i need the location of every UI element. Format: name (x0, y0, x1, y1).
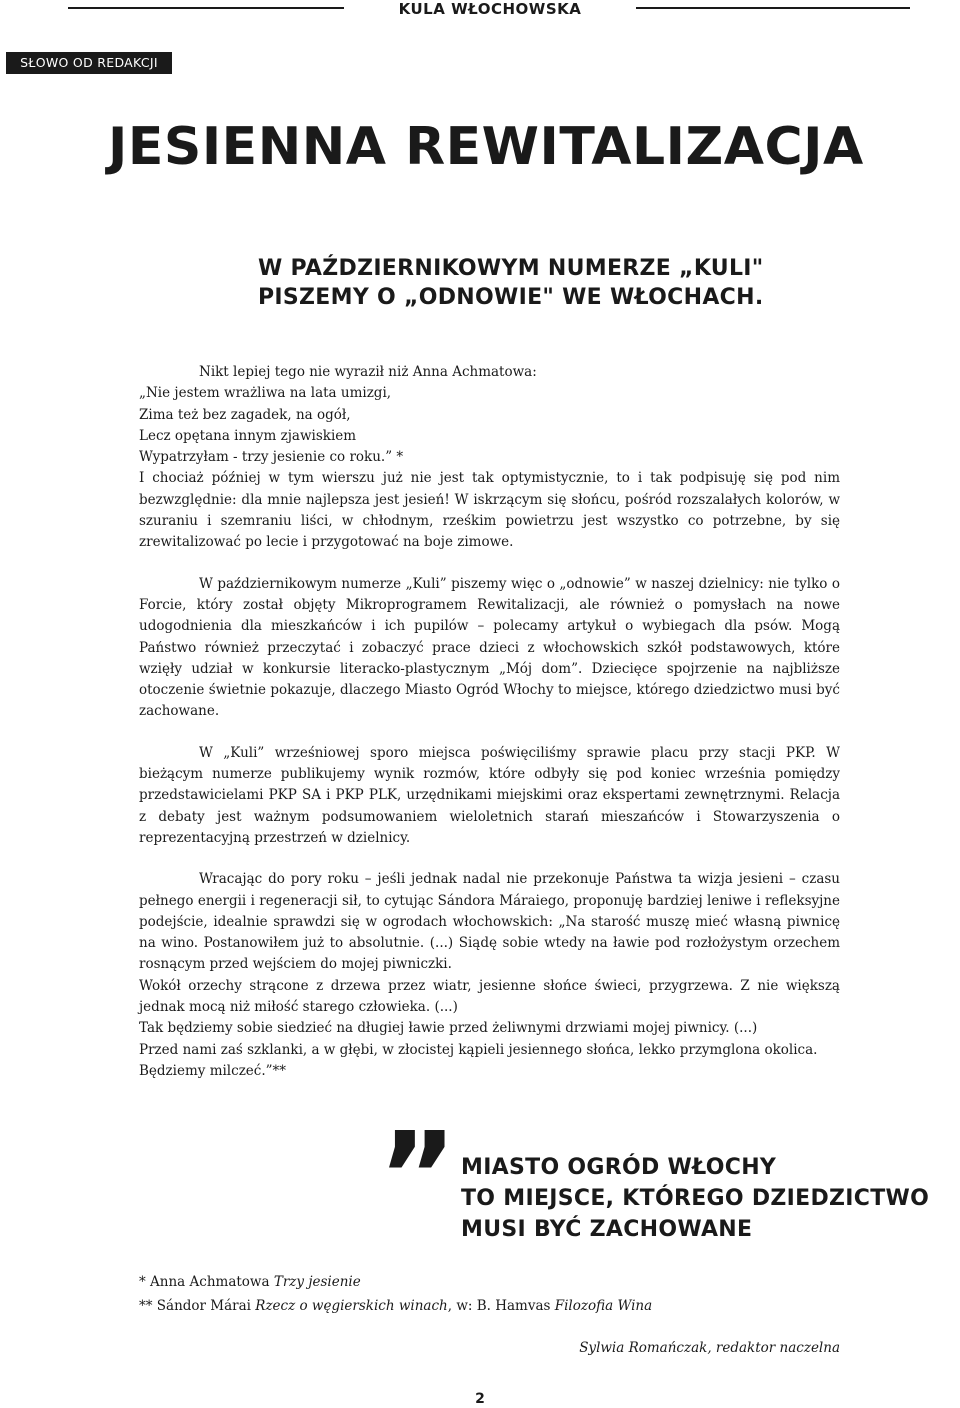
header-rule-left (68, 7, 344, 9)
pull-quote-line: MIASTO OGRÓD WŁOCHY (461, 1155, 777, 1180)
author-signature: Sylwia Romańczak, redaktor naczelna (579, 1340, 840, 1356)
pull-quote-line: TO MIEJSCE, KTÓREGO DZIEDZICTWO (461, 1186, 930, 1211)
header-rule-right (636, 7, 910, 9)
paragraph: Tak będziemy sobie siedzieć na długiej ławie przed żeliwnymi drzwiami mojej piwnicy. (...) (139, 1020, 758, 1037)
section-tag: SŁOWO OD REDAKCJI (6, 52, 172, 74)
paragraph: W październikowym numerze „Kuli” piszemy więc o „odnowie” w naszej dzielnicy: nie tylko o Forcie, który został objęty Mikroprogramem Rewitalizacji, ale również o pomysłach na nowe udogodnienia dla mieszkańców i ich pupilów – polecamy artykuł o wybiegach dla psów. Mogą Państwo również przeczytać i zobaczyć prace dzieci z włochowskich szkół podstawowych, które wzięły udział w konkursie literacko-plastycznym „Mój dom”. Dziecięce spojrzenie na najbliższe otoczenie świetnie pokazuje, dlaczego Miasto Ogród Włochy to miejsce, którego dziedzictwo musi być zachowane. (139, 575, 840, 720)
headline: JESIENNA REWITALIZACJA (108, 117, 864, 177)
footnote-2: ** Sándor Márai Rzecz o węgierskich winach, w: B. Hamvas Filozofia Wina (139, 1298, 653, 1314)
paragraph: Będziemy milczeć.”** (139, 1062, 287, 1079)
intro-line: Nikt lepiej tego nie wyraził niż Anna Achmatowa: (199, 364, 537, 380)
pull-quote (461, 1152, 957, 1245)
footnote-1: * Anna Achmatowa Trzy jesienie (139, 1274, 361, 1290)
quote-mark-icon: ” (378, 1108, 457, 1247)
lead-line: W PAŹDZIERNIKOWYM NUMERZE „KULI" (258, 256, 764, 281)
footnotes (139, 1270, 839, 1318)
footnote-title: Rzecz o węgierskich winach (255, 1298, 448, 1314)
footnote-title: Trzy jesienie (273, 1274, 361, 1290)
lead (258, 254, 818, 312)
poem-line: Lecz opętana innym zjawiskiem (139, 427, 357, 444)
paragraph: I chociaż później w tym wierszu już nie jest tak optymistycznie, to i tak podpisuję się pod nim bezwzględnie: dla mnie najlepsza jest jesień! W iskrzącym się słońcu, pośród rozszalałych kolorów, w szuraniu i szemraniu liści, w chłodnym, rześkim powietrzu jest wszystko co potrzebne, by się zrewitalizować po lecie i przygotować na boje zimowe. (139, 470, 840, 551)
article-body (139, 362, 840, 1082)
lead-line: PISZEMY O „ODNOWIE" WE WŁOCHACH. (258, 285, 764, 310)
paragraph: Przed nami zaś szklanki, a w głębi, w złocistej kąpieli jesiennego słońca, lekko przymglona okolica. (139, 1041, 818, 1058)
paragraph: Wracając do pory roku – jeśli jednak nadal nie przekonuje Państwa ta wizja jesieni – czasu pełnego energii i regeneracji sił, to cytując Sándora Máraiego, proponuję bardziej leniwe i refleksyjne podejście, idealnie sprawdzi się w ogrodach włochowskich: „Na starość muszę mieć własną piwnicę na wino. Postanowiłem już to absolutnie. (...) Siądę sobie wtedy na ławie pod rozłożystym orzechem rosnącym przed wejściem do mojej piwniczki. (139, 871, 840, 973)
poem (139, 383, 840, 468)
magazine-title: KULA WŁOCHOWSKA (398, 0, 582, 18)
pull-quote-line: MUSI BYĆ ZACHOWANE (461, 1217, 753, 1242)
poem-line: Wypatrzyłam - trzy jesienie co roku.” * (139, 449, 404, 466)
poem-line: „Nie jestem wrażliwa na lata umizgi, (139, 385, 392, 402)
footnote-title: Filozofia Wina (554, 1298, 653, 1314)
poem-line: Zima też bez zagadek, na ogół, (139, 406, 351, 423)
paragraph: W „Kuli” wrześniowej sporo miejsca poświęciliśmy sprawie placu przy stacji PKP. W bieżącym numerze publikujemy wynik rozmów, które odbyły się pod koniec września pomiędzy przedstawicielami PKP SA i PKP PLK, urzędnikami miejskimi oraz ekspertami zewnętrznymi. Relacja z debaty jest ważnym podsumowaniem wieloletnich starań mieszańców i Stowarzyszenia o reprezentacyjną przestrzeń w dzielnicy. (139, 744, 840, 846)
paragraph: Wokół orzechy strącone z drzewa przez wiatr, jesienne słońce świeci, przygrzewa. Z nie większą jednak mocą niż miłość starego człowieka. (...) (139, 977, 840, 1016)
page-number: 2 (475, 1391, 485, 1407)
